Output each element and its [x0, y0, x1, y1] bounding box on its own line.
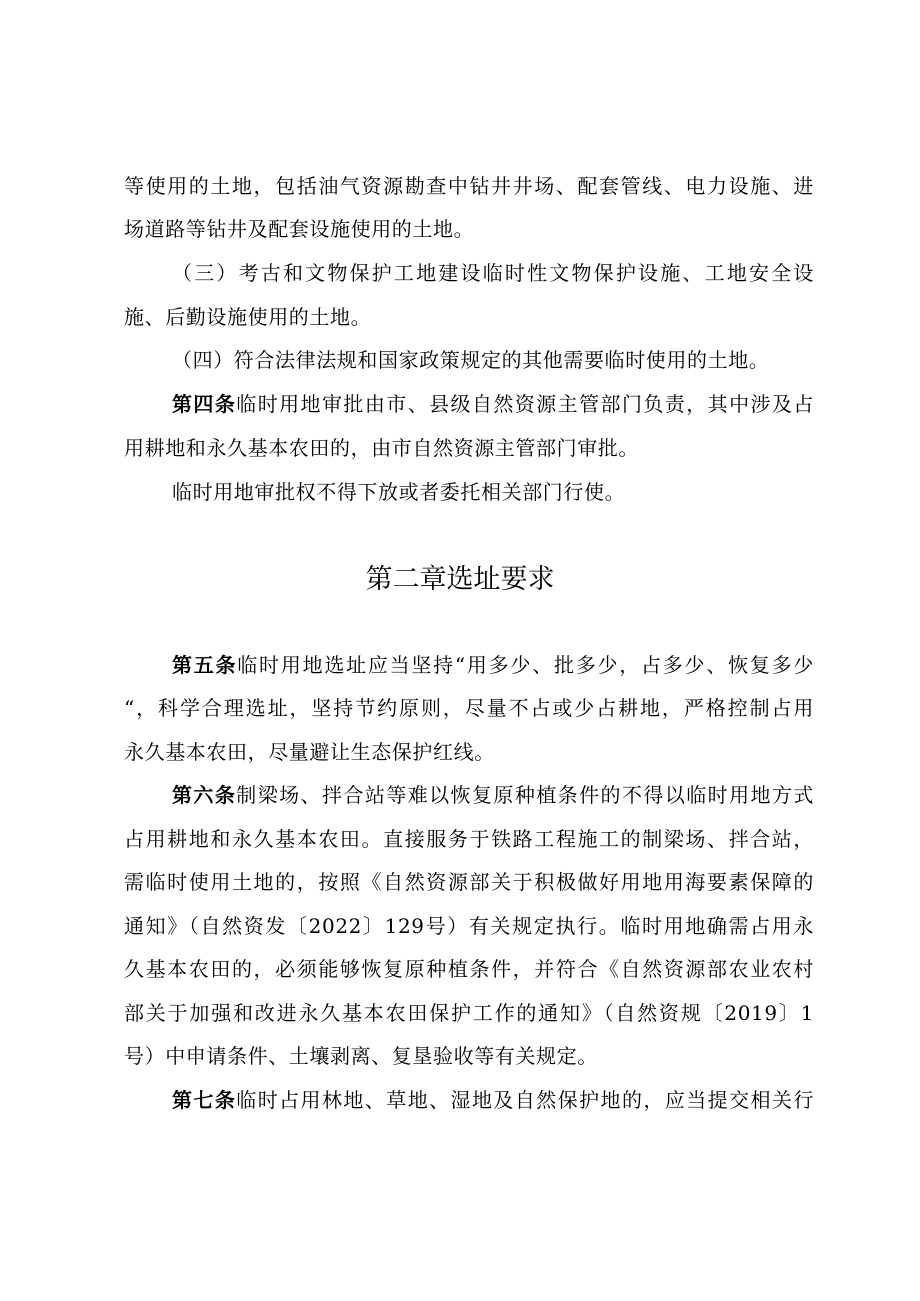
paragraph-line: 部关于加强和改进永久基本农田保护工作的通知》（自然资规〔2019〕1	[124, 1001, 814, 1025]
article-label: 第六条	[172, 783, 237, 807]
paragraph-line: 需临时使用土地的，按照《自然资源部关于积极做好用地用海要素保障的	[124, 870, 814, 894]
paragraph-line: 等使用的土地，包括油气资源勘查中钻井井场、配套管线、电力设施、进	[124, 174, 814, 198]
article-5-line: 第五条临时用地选址应当坚持“用多少、批多少，占多少、恢复多少	[172, 653, 814, 677]
paragraph-line: 号）中申请条件、土壤剥离、复垦验收等有关规定。	[124, 1044, 598, 1068]
paragraph-line: “，科学合理选址，坚持节约原则，尽量不占或少占耕地，严格控制占用	[124, 696, 814, 720]
paragraph-line: 永久基本农田，尽量避让生态保护红线。	[124, 740, 495, 764]
article-4-line: 第四条临时用地审批由市、县级自然资源主管部门负责，其中涉及占	[172, 392, 814, 416]
article-label: 第四条	[172, 392, 237, 416]
paragraph-line: （三）考古和文物保护工地建设临时性文物保护设施、工地安全设	[172, 261, 814, 285]
paragraph-line: 用耕地和永久基本农田的，由市自然资源主管部门审批。	[124, 436, 639, 460]
article-label: 第五条	[172, 653, 238, 677]
paragraph-line: 占用耕地和永久基本农田。直接服务于铁路工程施工的制梁场、拌合站，	[124, 827, 814, 851]
paragraph-line: 场道路等钻井及配套设施使用的土地。	[124, 217, 475, 241]
article-7-line: 第七条临时占用林地、草地、湿地及自然保护地的，应当提交相关行	[172, 1088, 814, 1112]
paragraph-line: 久基本农田的，必须能够恢复原种植条件，并符合《自然资源部农业农村	[124, 957, 814, 981]
paragraph-line: （四）符合法律法规和国家政策规定的其他需要临时使用的土地。	[172, 348, 770, 372]
paragraph-line: 施、后勤设施使用的土地。	[124, 305, 372, 329]
article-label: 第七条	[172, 1088, 237, 1112]
paragraph-line: 临时用地审批权不得下放或者委托相关部门行使。	[172, 480, 626, 504]
paragraph-line: 通知》（自然资发〔2022〕129号）有关规定执行。临时用地确需占用永	[124, 914, 814, 938]
chapter-heading: 第二章选址要求	[365, 564, 555, 595]
article-6-line: 第六条制梁场、拌合站等难以恢复原种植条件的不得以临时用地方式	[172, 783, 814, 807]
